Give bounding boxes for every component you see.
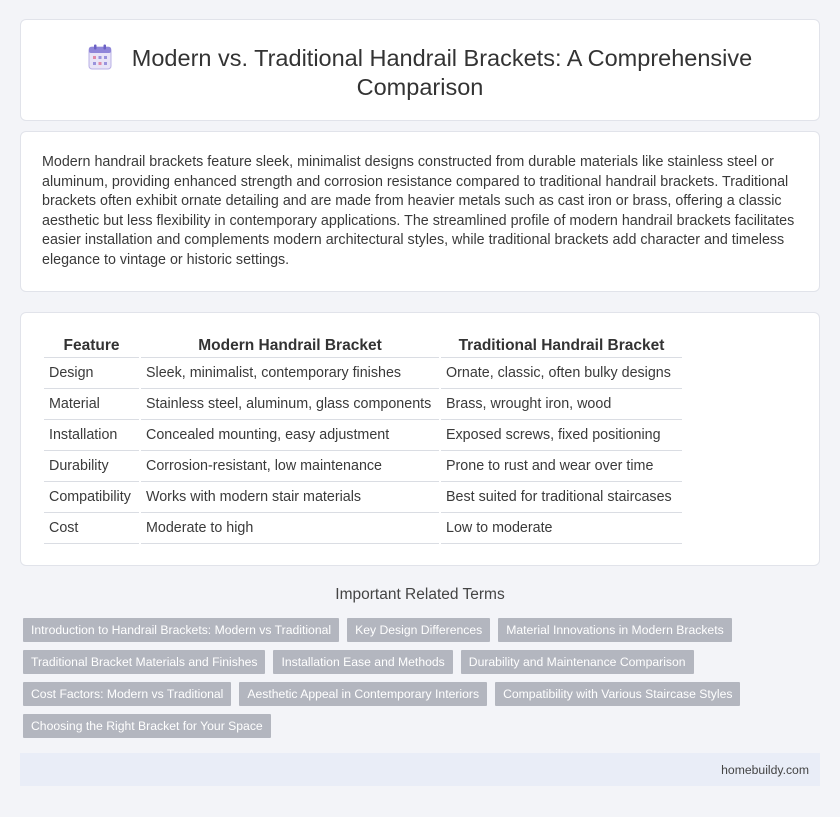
modern-cell: Stainless steel, aluminum, glass components xyxy=(141,389,439,420)
related-terms-list xyxy=(23,618,803,746)
traditional-cell: Brass, wrought iron, wood xyxy=(441,389,682,420)
page-title-block xyxy=(61,44,779,102)
header-modern: Modern Handrail Bracket xyxy=(141,333,439,358)
modern-cell: Sleek, minimalist, contemporary finishes xyxy=(141,358,439,389)
modern-cell: Works with modern stair materials xyxy=(141,482,439,513)
footer-site-link[interactable]: homebuildy.com xyxy=(721,763,809,777)
feature-cell: Material xyxy=(44,389,139,420)
summary-card xyxy=(20,131,820,292)
feature-cell: Design xyxy=(44,358,139,389)
related-term-tag[interactable]: Durability and Maintenance Comparison xyxy=(461,650,694,674)
tag-row xyxy=(23,618,803,642)
related-term-tag[interactable]: Cost Factors: Modern vs Traditional xyxy=(23,682,231,706)
related-term-tag[interactable]: Aesthetic Appeal in Contemporary Interiors xyxy=(239,682,487,706)
related-term-tag[interactable]: Material Innovations in Modern Brackets xyxy=(498,618,731,642)
related-term-tag[interactable]: Introduction to Handrail Brackets: Modern vs Traditional xyxy=(23,618,339,642)
table-header-row xyxy=(44,333,682,358)
comparison-card xyxy=(20,312,820,566)
traditional-cell: Best suited for traditional staircases xyxy=(441,482,682,513)
traditional-cell: Exposed screws, fixed positioning xyxy=(441,420,682,451)
related-term-tag[interactable]: Key Design Differences xyxy=(347,618,490,642)
title-card xyxy=(20,19,820,121)
comparison-table xyxy=(42,333,684,544)
modern-cell: Moderate to high xyxy=(141,513,439,544)
tag-row xyxy=(23,682,803,706)
summary-paragraph: Modern handrail brackets feature sleek, minimalist designs constructed from durable materials like stainless steel or aluminum, providing enhanced strength and corrosion resistance compared to traditional handrail brackets. Traditional brackets often exhibit ornate detailing and are made from heavier metals such as cast iron or brass, offering a classic aesthetic but less flexibility in contemporary applications. The streamlined profile of modern handrail brackets facilitates easier installation and complements modern architectural styles, while traditional brackets add character and timeless elegance to vintage or historic settings. xyxy=(42,154,795,268)
related-term-tag[interactable]: Installation Ease and Methods xyxy=(273,650,452,674)
feature-cell: Compatibility xyxy=(44,482,139,513)
table-row xyxy=(44,420,682,451)
traditional-cell: Prone to rust and wear over time xyxy=(441,451,682,482)
feature-cell: Installation xyxy=(44,420,139,451)
related-term-tag[interactable]: Compatibility with Various Staircase Styles xyxy=(495,682,740,706)
header-feature: Feature xyxy=(44,333,139,358)
traditional-cell: Ornate, classic, often bulky designs xyxy=(441,358,682,389)
footer xyxy=(20,753,820,786)
table-row xyxy=(44,389,682,420)
traditional-cell: Low to moderate xyxy=(441,513,682,544)
table-row xyxy=(44,358,682,389)
header-traditional: Traditional Handrail Bracket xyxy=(441,333,682,358)
page-title: Modern vs. Traditional Handrail Brackets: A Comprehensive Comparison xyxy=(131,45,753,100)
tag-row xyxy=(23,650,803,674)
related-term-tag[interactable]: Traditional Bracket Materials and Finishes xyxy=(23,650,265,674)
modern-cell: Corrosion-resistant, low maintenance xyxy=(141,451,439,482)
calendar-icon xyxy=(88,44,112,70)
table-row xyxy=(44,451,682,482)
feature-cell: Durability xyxy=(44,451,139,482)
related-term-tag[interactable]: Choosing the Right Bracket for Your Space xyxy=(23,714,271,738)
tag-row xyxy=(23,714,803,738)
modern-cell: Concealed mounting, easy adjustment xyxy=(141,420,439,451)
table-row xyxy=(44,513,682,544)
related-terms-heading: Important Related Terms xyxy=(335,586,505,603)
table-row xyxy=(44,482,682,513)
feature-cell: Cost xyxy=(44,513,139,544)
